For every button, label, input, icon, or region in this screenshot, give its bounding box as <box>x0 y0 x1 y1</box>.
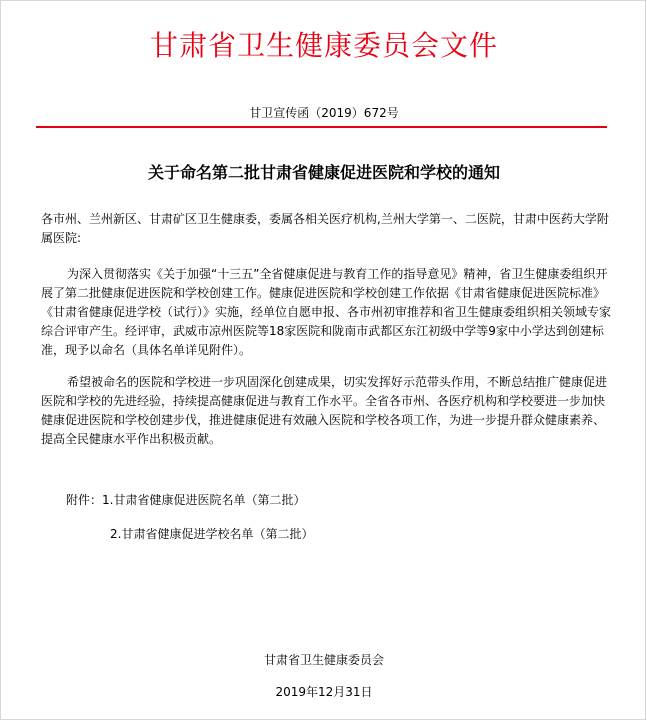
signature-date: 2019年12月31日 <box>275 685 373 699</box>
recipients-line: 各市州、兰州新区、甘肃矿区卫生健康委，委属各相关医疗机构,兰州大学第一、二医院，甘肃中医药大学附属医院: <box>41 212 609 245</box>
attachment-item-2: 2.甘肃省健康促进学校名单（第二批） <box>110 527 314 541</box>
body-paragraph-1: 为深入贯彻落实《关于加强“十三五”全省健康促进与教育工作的指导意见》精神，省卫生健康委组织开展了第二批健康促进医院和学校创建工作。健康促进医院和学校创建工作依据《甘肃省健康促进医院标准》《甘肃省健康促进学校（试行）》实施，经单位自愿申报、各市州初审推荐和省卫生健康委组织相关领域专家综合评审产生。经评审，武威市凉州医院等18家医院和陇南市武都区东江初级中学等9家中小学达到创建标准，现予以命名（具体名单详见附件）。 <box>41 267 612 357</box>
body-paragraph-2: 希望被命名的医院和学校进一步巩固深化创建成果，切实发挥好示范带头作用，不断总结推广健康促进医院和学校的先进经验，持续提高健康促进与教育工作水平。全省各市州、各医疗机构和学校要进一步加快健康促进医院和学校创建步伐，推进健康促进有效融入医院和学校各项工作，为进一步提升群众健康素养、提高全民健康水平作出积极贡献。 <box>41 375 608 446</box>
signature-organization: 甘肃省卫生健康委员会 <box>263 653 384 667</box>
document-number: 甘卫宣传函（2019）672号 <box>249 106 399 120</box>
attachment-item-1: 附件：1.甘肃省健康促进医院名单（第二批） <box>66 493 306 507</box>
notice-title: 关于命名第二批甘肃省健康促进医院和学校的通知 <box>147 163 500 182</box>
red-divider-line <box>36 126 607 128</box>
red-header-title: 甘肃省卫生健康委员会文件 <box>149 29 498 62</box>
